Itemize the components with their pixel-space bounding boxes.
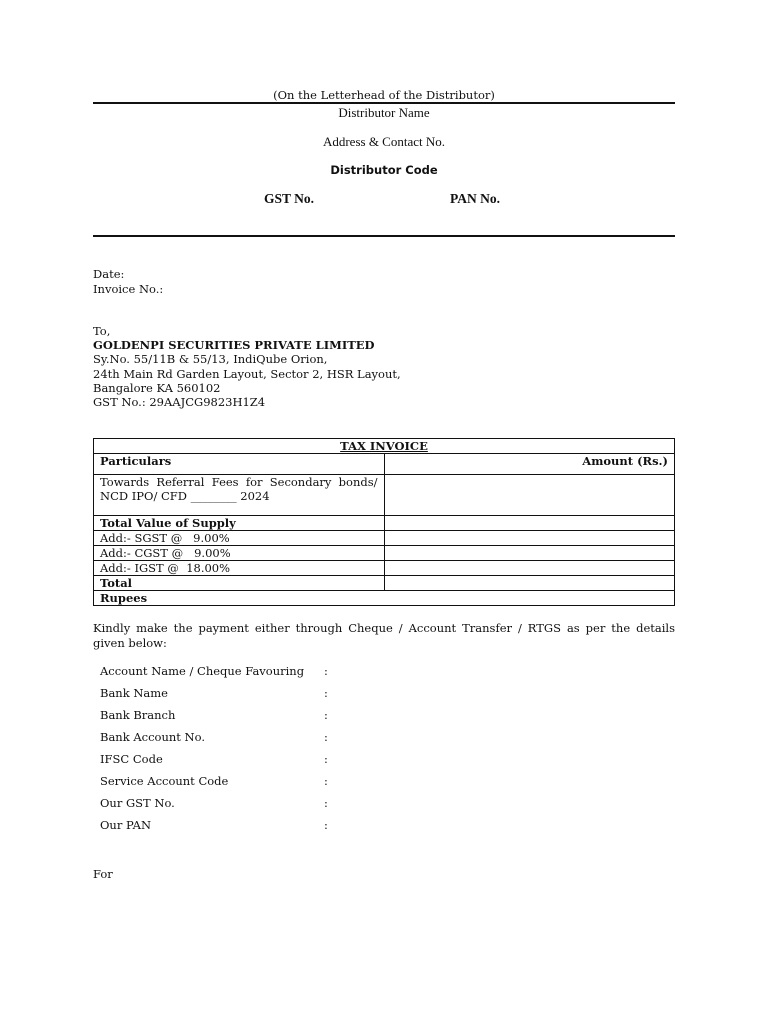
date-label: Date:: [93, 267, 125, 281]
bank-field-colon: :: [324, 796, 328, 810]
bank-field-label: Our PAN: [100, 818, 152, 832]
distributor-address-contact: Address & Contact No.: [322, 134, 446, 149]
header-bottom-divider: [93, 235, 675, 237]
distributor-name: Distributor Name: [338, 105, 430, 120]
particular-description: Towards Referral Fees for Secondary bonds/ NCD IPO/ CFD ________ 2024: [94, 475, 385, 516]
recipient-address-line: Sy.No. 55/11B & 55/13, IndiQube Orion,: [93, 352, 328, 366]
bank-field-label: Bank Branch: [100, 708, 176, 722]
to-label: To,: [93, 324, 111, 338]
table-row: [94, 531, 675, 546]
amount-header: Amount (Rs.): [384, 454, 675, 475]
bank-field-colon: :: [324, 752, 328, 766]
top-divider: [93, 102, 675, 104]
recipient-address-line: 24th Main Rd Garden Layout, Sector 2, HSR Layout,: [93, 367, 401, 381]
bank-field-label: Bank Account No.: [100, 730, 205, 744]
table-row: [94, 561, 675, 576]
amount-cell: [384, 531, 675, 546]
bank-field-label: Service Account Code: [100, 774, 229, 788]
row-label: Rupees: [94, 591, 675, 606]
row-label: Add:- SGST @ 9.00%: [94, 531, 385, 546]
tax-invoice-table: [93, 438, 675, 606]
bank-field-colon: :: [324, 664, 328, 678]
bank-field-colon: :: [324, 708, 328, 722]
row-label: Add:- CGST @ 9.00%: [94, 546, 385, 561]
amount-cell: [384, 546, 675, 561]
bank-field-label: Bank Name: [100, 686, 168, 700]
recipient-company: GOLDENPI SECURITIES PRIVATE LIMITED: [93, 338, 375, 352]
bank-field-label: Account Name / Cheque Favouring: [100, 664, 305, 678]
table-row: [94, 475, 675, 516]
table-row: [94, 516, 675, 531]
table-row: [94, 546, 675, 561]
row-label: Total Value of Supply: [94, 516, 385, 531]
row-label: Add:- IGST @ 18.00%: [94, 561, 385, 576]
amount-cell: [384, 561, 675, 576]
recipient-address-line: Bangalore KA 560102: [93, 381, 221, 395]
bank-field-colon: :: [324, 818, 328, 832]
signature-for-label: For: [93, 867, 113, 881]
bank-field-colon: :: [324, 686, 328, 700]
recipient-gst: GST No.: 29AAJCG9823H1Z4: [93, 395, 266, 409]
particulars-header: Particulars: [94, 454, 385, 475]
bank-field-colon: :: [324, 730, 328, 744]
letterhead-note: (On the Letterhead of the Distributor): [273, 88, 495, 102]
bank-field-label: IFSC Code: [100, 752, 163, 766]
table-header-row: [94, 454, 675, 475]
amount-cell: [384, 475, 675, 516]
distributor-code: Distributor Code: [330, 163, 438, 177]
gst-label: GST No.: [264, 191, 315, 206]
amount-cell: [384, 576, 675, 591]
row-label: Total: [94, 576, 385, 591]
bank-field-colon: :: [324, 774, 328, 788]
table-row: [94, 591, 675, 606]
table-title-row: [94, 439, 675, 454]
tax-invoice-title: TAX INVOICE: [94, 439, 675, 454]
table-row: [94, 576, 675, 591]
invoice-number-label: Invoice No.:: [93, 282, 164, 296]
payment-instructions: Kindly make the payment either through Cheque / Account Transfer / RTGS as per the details given below:: [93, 621, 675, 650]
pan-label: PAN No.: [450, 191, 500, 206]
bank-field-label: Our GST No.: [100, 796, 175, 810]
amount-cell: [384, 516, 675, 531]
